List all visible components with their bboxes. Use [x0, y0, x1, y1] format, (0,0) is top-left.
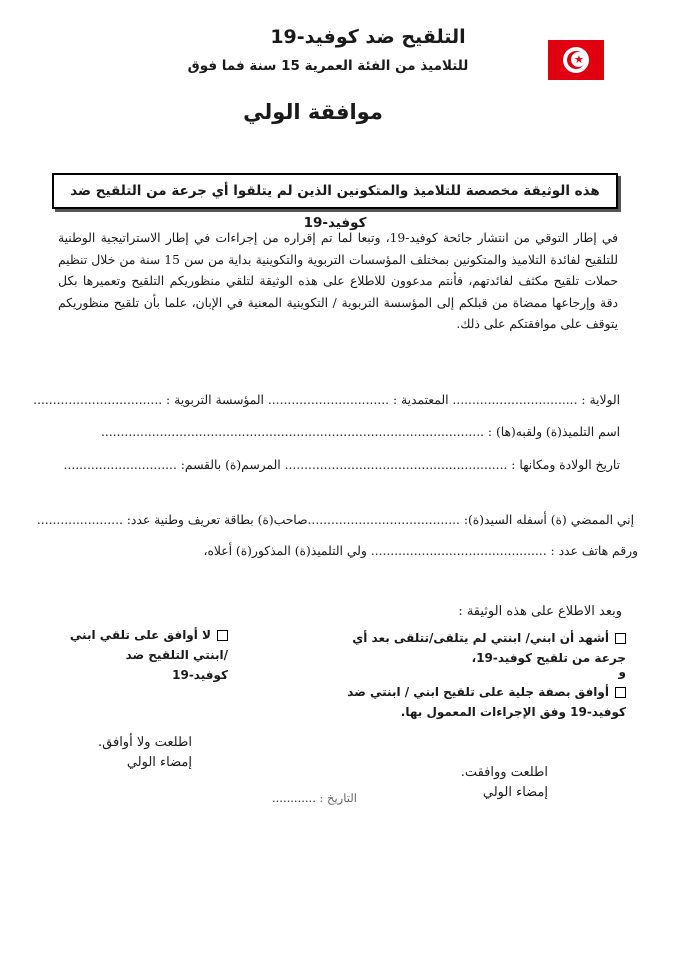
document-subtitle: للتلاميذ من الفئة العمرية 15 سنة فما فوق [187, 58, 469, 74]
date-field[interactable] [272, 791, 357, 805]
date-value[interactable]: ............ [272, 791, 316, 805]
parent-signature-label: إمضاء الولي [126, 755, 192, 770]
form-line-region[interactable]: الولاية : ................................ المعتمدية : ............................... المؤسسة التربوية : ................................. [33, 393, 620, 407]
tunisia-flag-icon: ★ [548, 40, 604, 80]
parent-signature-label: إمضاء الولي [482, 785, 548, 800]
and-connector: و [618, 665, 626, 679]
option-disagree[interactable] [68, 625, 228, 685]
option-disagree-label: لا أوافق على تلقي ابني /ابنتي التلقيح ضد كوفيد-19 [69, 628, 228, 682]
checkbox[interactable] [615, 633, 626, 644]
form-line-signatory[interactable]: إني الممضي (ة) أسفله السيد(ة): .......................................صاحب(ة) بطاقة تعريف وطنية عدد: ...................... [36, 513, 634, 527]
agree-signature-block[interactable] [461, 763, 548, 803]
agree-statement: اطلعت ووافقت. [460, 765, 548, 780]
option-no-dose-label: أشهد أن ابني/ ابنتي لم يتلقى/تتلقى بعد أي جرعة من تلقيح كوفيد-19، [352, 631, 626, 665]
option-no-dose[interactable] [346, 628, 626, 668]
document-title: التلقيح ضد كوفيد-19 [270, 26, 466, 48]
notice-banner: هذه الوثيقة مخصصة للتلاميذ والمتكونين الذين لم يتلقوا أي جرعة من التلقيح ضد كوفيد-19 [52, 173, 618, 209]
form-line-student-name[interactable]: اسم التلميذ(ة) ولقبه(ها) : .................................................................................................. [100, 425, 620, 439]
date-label: التاريخ : [319, 791, 357, 805]
form-line-birth[interactable]: تاريخ الولادة ومكانها : ......................................................... المرسم(ة) بالقسم: ............................. [63, 458, 620, 472]
page-title: موافقة الولي [243, 100, 383, 124]
disagree-statement: اطلعت ولا أوافق. [98, 735, 192, 750]
option-agree[interactable] [346, 682, 626, 722]
review-heading: وبعد الاطلاع على هذه الوثيقة : [458, 604, 622, 619]
intro-paragraph: في إطار التوقي من انتشار جائحة كوفيد-19، وتبعا لما تم إقراره من إجراءات في إطار الاستراتيجية الوطنية للتلقيح لفائدة التلاميذ والمتكونين بمختلف المؤسسات التربوية والتكوينية بداية من سن 15 سنة من خلال تنظيم حملات تلقيح مكثف لفائدتهم، فأنتم مدعوون للاطلاع على هذه الوثيقة لتلقي منظوريكم التلقيح وتعميرها بكل دقة وإرجاعها ممضاة من قبلكم إلى المؤسسة التربوية / التكوينية المعنية في الإبان، علما بأن تلقيح منظوريكم يتوقف على موافقتكم على ذلك. [58, 231, 618, 331]
option-agree-label: أوافق بصفة جلية على تلقيح ابني / ابنتي ضد كوفيد-19 وفق الإجراءات المعمول بها. [347, 685, 626, 719]
form-line-phone[interactable]: ورقم هاتف عدد : ............................................. ولي التلميذ(ة) المذكور(ة) أعلاه، [203, 544, 638, 558]
checkbox[interactable] [615, 687, 626, 698]
disagree-signature-block[interactable] [98, 733, 192, 773]
checkbox[interactable] [217, 630, 228, 641]
